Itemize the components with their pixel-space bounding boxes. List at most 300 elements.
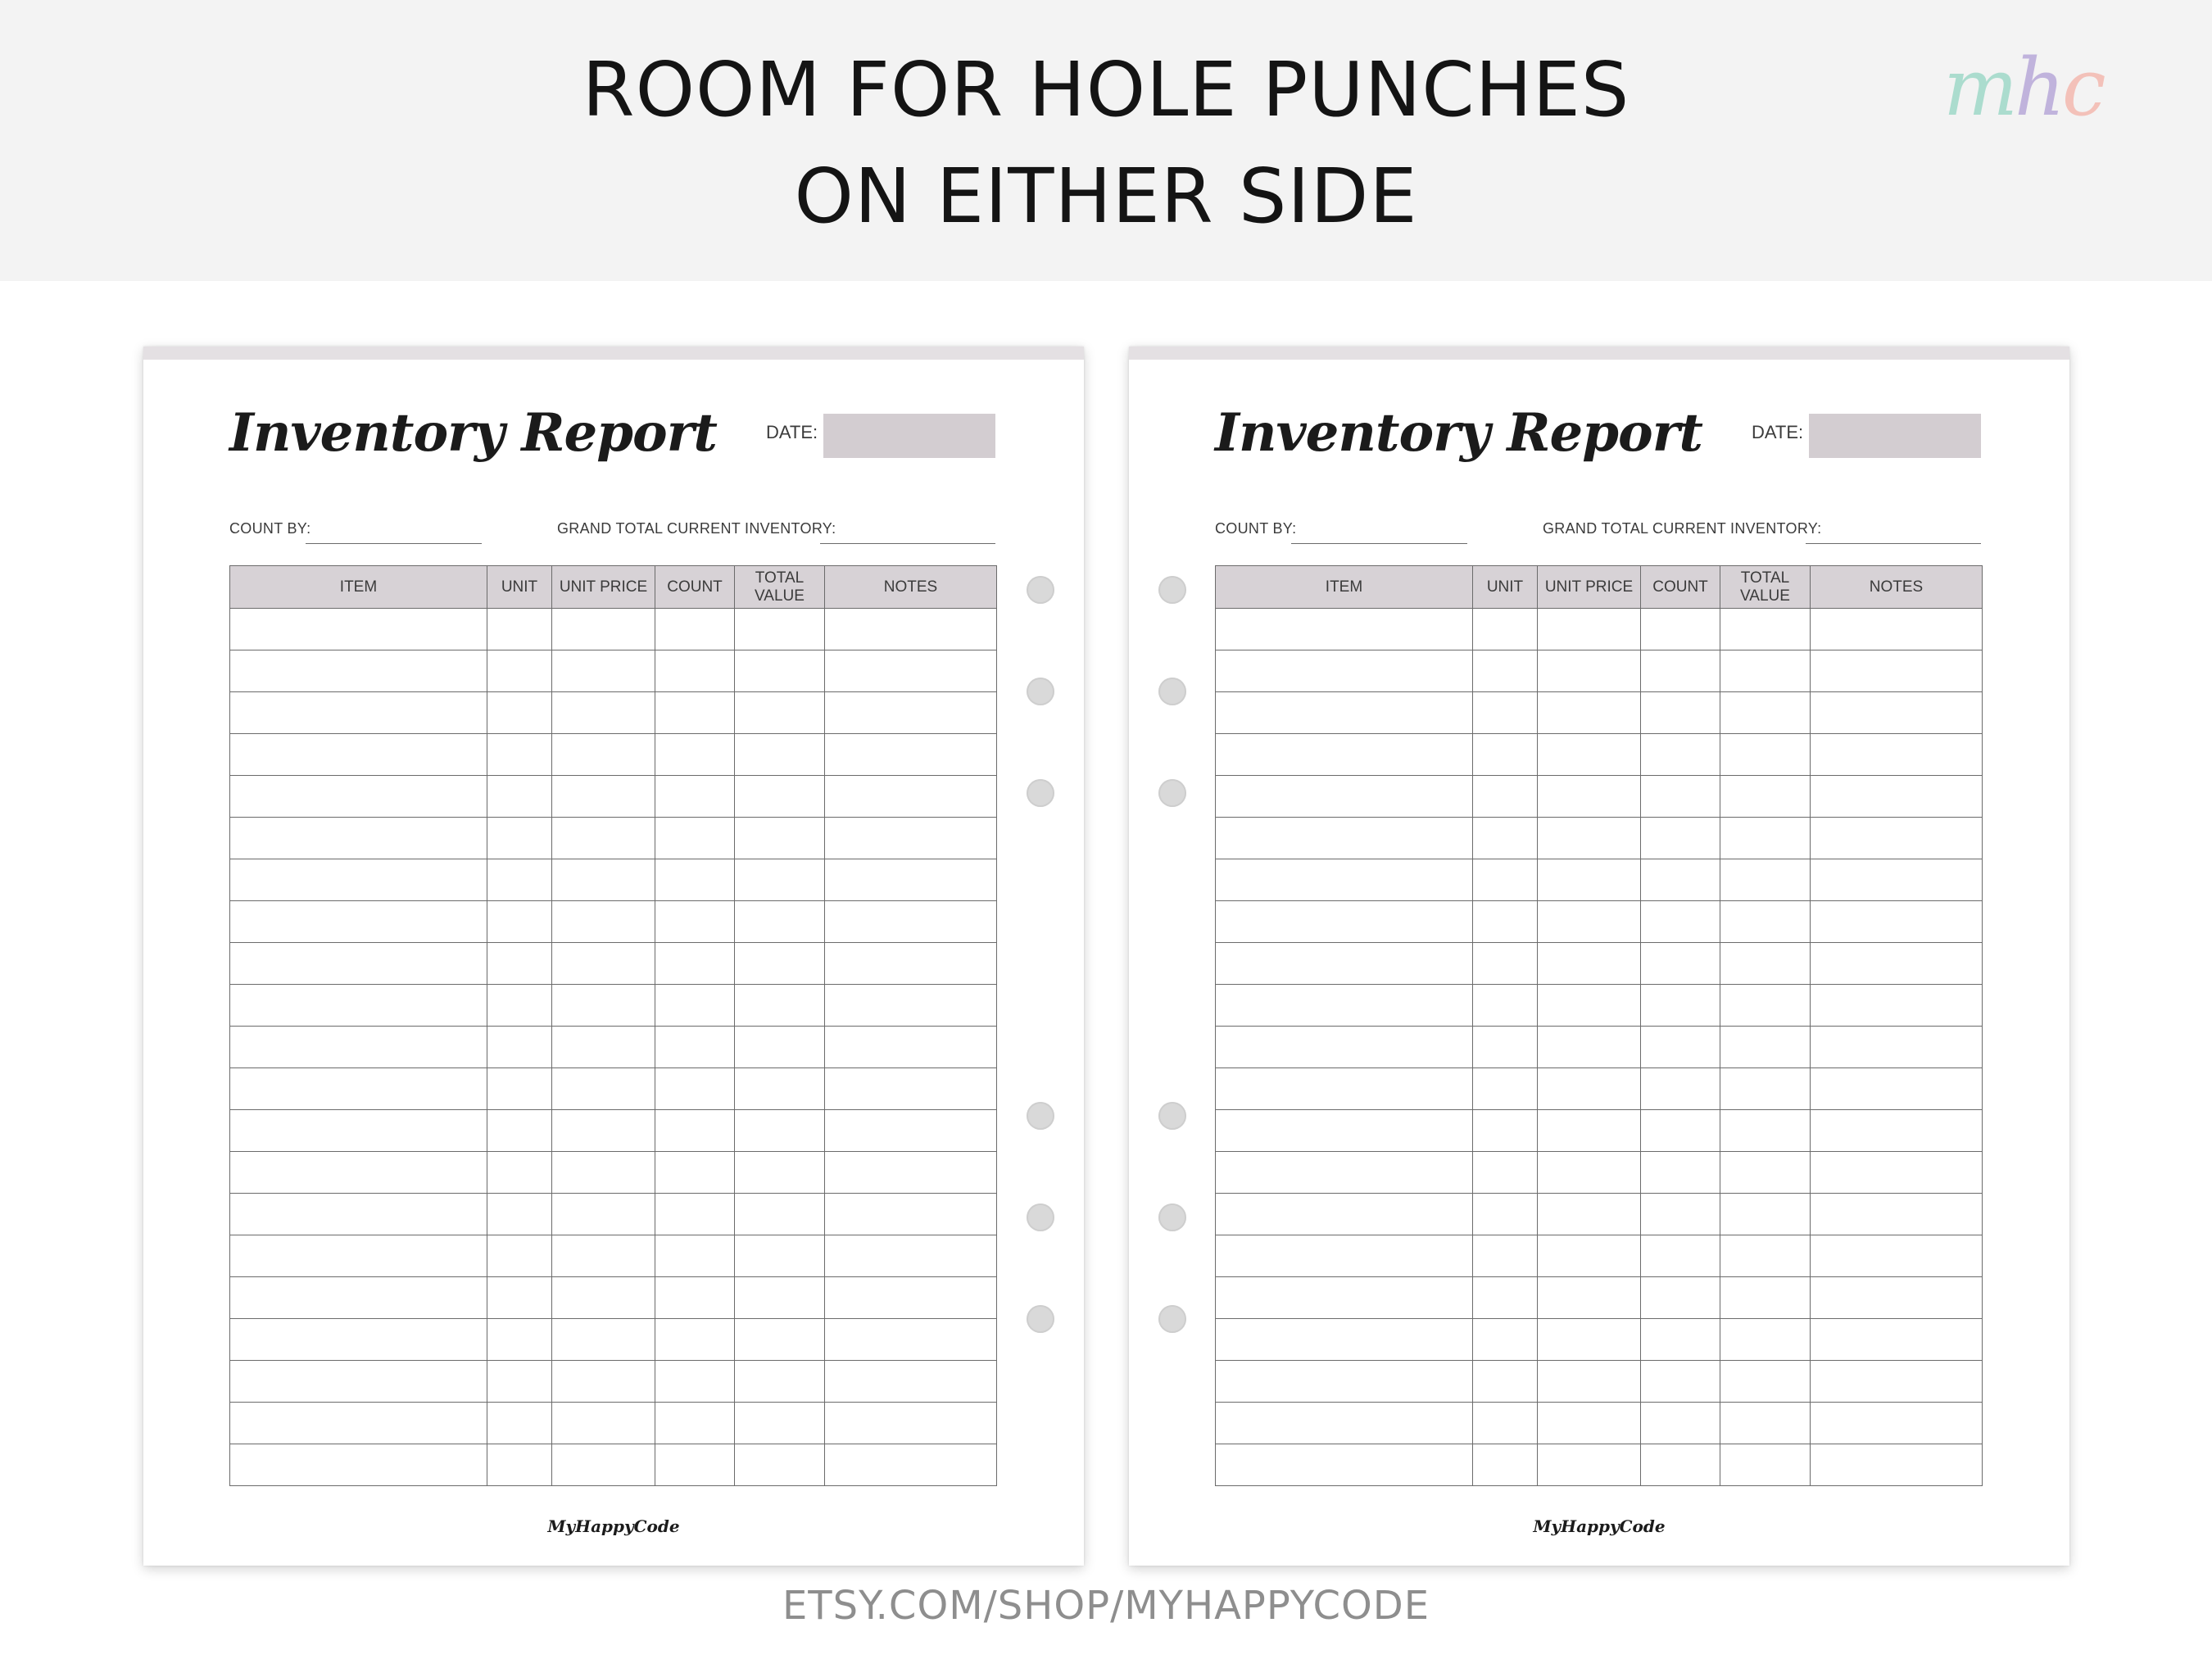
table-cell[interactable] (1473, 650, 1538, 692)
punch-hole (1158, 779, 1186, 807)
table-cell[interactable] (230, 1152, 487, 1194)
table-cell[interactable] (1720, 943, 1811, 985)
table-cell[interactable] (230, 1277, 487, 1319)
table-cell[interactable] (1720, 609, 1811, 650)
table-row (1216, 1110, 1983, 1152)
table-cell[interactable] (230, 859, 487, 901)
table-cell[interactable] (487, 1403, 552, 1444)
grand-total-field[interactable] (820, 543, 995, 544)
table-cell[interactable] (487, 901, 552, 943)
table-cell[interactable] (1216, 734, 1473, 776)
table-cell[interactable] (825, 1152, 997, 1194)
table-cell[interactable] (1641, 1235, 1720, 1277)
table-cell[interactable] (655, 1444, 735, 1486)
table-cell[interactable] (487, 1361, 552, 1403)
table-cell[interactable] (487, 859, 552, 901)
table-cell[interactable] (1216, 1444, 1473, 1486)
table-cell[interactable] (1641, 1068, 1720, 1110)
grand-total-label: GRAND TOTAL CURRENT INVENTORY: (557, 520, 836, 537)
table-cell[interactable] (1216, 609, 1473, 650)
table-cell[interactable] (1473, 1361, 1538, 1403)
punch-hole (1027, 779, 1054, 807)
table-cell[interactable] (1811, 776, 1983, 818)
table-cell[interactable] (1538, 818, 1641, 859)
table-cell[interactable] (1473, 1068, 1538, 1110)
table-row (230, 1152, 997, 1194)
table-cell[interactable] (735, 1361, 825, 1403)
table-cell[interactable] (1720, 1194, 1811, 1235)
table-cell[interactable] (735, 1444, 825, 1486)
table-cell[interactable] (230, 1194, 487, 1235)
table-cell[interactable] (552, 1027, 655, 1068)
table-cell[interactable] (1216, 1319, 1473, 1361)
table-cell[interactable] (735, 1110, 825, 1152)
table-cell[interactable] (487, 943, 552, 985)
shop-url: ETSY.COM/SHOP/MYHAPPYCODE (782, 1583, 1430, 1629)
table-cell[interactable] (655, 901, 735, 943)
table-cell[interactable] (1216, 1277, 1473, 1319)
table-cell[interactable] (1811, 1027, 1983, 1068)
table-cell[interactable] (1473, 692, 1538, 734)
table-cell[interactable] (1538, 859, 1641, 901)
date-field[interactable] (823, 414, 995, 458)
table-cell[interactable] (825, 1027, 997, 1068)
sheet-brand: MyHappyCode (1533, 1516, 1666, 1536)
table-cell[interactable] (1811, 818, 1983, 859)
table-cell[interactable] (1538, 1235, 1641, 1277)
table-cell[interactable] (825, 1444, 997, 1486)
table-cell[interactable] (655, 859, 735, 901)
table-cell[interactable] (1538, 609, 1641, 650)
table-cell[interactable] (735, 985, 825, 1027)
table-cell[interactable] (552, 985, 655, 1027)
table-cell[interactable] (1216, 901, 1473, 943)
table-cell[interactable] (1720, 1027, 1811, 1068)
table-cell[interactable] (825, 1110, 997, 1152)
inventory-table (229, 565, 997, 1486)
table-cell[interactable] (1473, 1152, 1538, 1194)
table-body (1216, 609, 1983, 1486)
table-cell[interactable] (230, 776, 487, 818)
table-cell[interactable] (230, 818, 487, 859)
table-cell[interactable] (735, 1068, 825, 1110)
table-cell[interactable] (552, 734, 655, 776)
table-cell[interactable] (1641, 1361, 1720, 1403)
table-cell[interactable] (1641, 859, 1720, 901)
table-cell[interactable] (487, 1444, 552, 1486)
table-cell[interactable] (487, 650, 552, 692)
table-cell[interactable] (655, 609, 735, 650)
table-cell[interactable] (735, 1277, 825, 1319)
table-cell[interactable] (655, 1194, 735, 1235)
date-field[interactable] (1809, 414, 1981, 458)
table-cell[interactable] (1216, 650, 1473, 692)
table-cell[interactable] (825, 1361, 997, 1403)
count-by-field[interactable] (1291, 543, 1467, 544)
table-cell[interactable] (1811, 1110, 1983, 1152)
table-cell[interactable] (230, 734, 487, 776)
table-cell[interactable] (1473, 1027, 1538, 1068)
table-cell[interactable] (825, 1194, 997, 1235)
table-cell[interactable] (1538, 692, 1641, 734)
table-cell[interactable] (1216, 818, 1473, 859)
table-cell[interactable] (825, 1277, 997, 1319)
table-cell[interactable] (487, 776, 552, 818)
table-cell[interactable] (487, 985, 552, 1027)
table-cell[interactable] (735, 650, 825, 692)
table-row (230, 609, 997, 650)
table-cell[interactable] (1538, 1027, 1641, 1068)
table-cell[interactable] (1473, 1319, 1538, 1361)
table-cell[interactable] (1216, 1027, 1473, 1068)
table-cell[interactable] (655, 1235, 735, 1277)
table-cell[interactable] (1216, 1152, 1473, 1194)
table-cell[interactable] (230, 1361, 487, 1403)
table-cell[interactable] (1641, 943, 1720, 985)
table-cell[interactable] (735, 609, 825, 650)
table-cell[interactable] (1720, 650, 1811, 692)
column-header-total-value-label: TOTAL VALUE (1740, 569, 1790, 605)
table-cell[interactable] (655, 650, 735, 692)
table-cell[interactable] (230, 1068, 487, 1110)
table-cell[interactable] (230, 1319, 487, 1361)
table-cell[interactable] (552, 1403, 655, 1444)
table-cell[interactable] (655, 1277, 735, 1319)
table-cell[interactable] (552, 859, 655, 901)
table-cell[interactable] (1216, 1361, 1473, 1403)
table-cell[interactable] (735, 901, 825, 943)
table-cell[interactable] (1811, 650, 1983, 692)
table-cell[interactable] (735, 943, 825, 985)
table-row (1216, 859, 1983, 901)
column-header-unit-price: UNIT PRICE (552, 566, 655, 609)
punch-hole (1158, 678, 1186, 705)
table-row (230, 818, 997, 859)
table-cell[interactable] (1473, 1110, 1538, 1152)
table-cell[interactable] (825, 901, 997, 943)
table-cell[interactable] (1538, 1194, 1641, 1235)
table-cell[interactable] (487, 1152, 552, 1194)
table-cell[interactable] (1538, 985, 1641, 1027)
table-cell[interactable] (825, 1068, 997, 1110)
table-cell[interactable] (655, 1027, 735, 1068)
table-cell[interactable] (1811, 1277, 1983, 1319)
table-cell[interactable] (1720, 734, 1811, 776)
table-cell[interactable] (825, 692, 997, 734)
table-cell[interactable] (230, 1235, 487, 1277)
table-row (1216, 1444, 1983, 1486)
table-cell[interactable] (655, 1319, 735, 1361)
table-cell[interactable] (552, 1319, 655, 1361)
brand-logo: mhc (1943, 42, 2103, 134)
table-cell[interactable] (1473, 859, 1538, 901)
table-row (230, 1194, 997, 1235)
table-cell[interactable] (655, 734, 735, 776)
table-cell[interactable] (1473, 985, 1538, 1027)
table-cell[interactable] (655, 818, 735, 859)
table-cell[interactable] (655, 985, 735, 1027)
table-cell[interactable] (735, 1319, 825, 1361)
table-cell[interactable] (1538, 1152, 1641, 1194)
table-cell[interactable] (552, 692, 655, 734)
table-cell[interactable] (1538, 1319, 1641, 1361)
table-cell[interactable] (487, 1319, 552, 1361)
table-cell[interactable] (1720, 1319, 1811, 1361)
table-cell[interactable] (735, 1152, 825, 1194)
table-row (230, 1027, 997, 1068)
table-row (1216, 776, 1983, 818)
table-cell[interactable] (1473, 609, 1538, 650)
table-cell[interactable] (230, 1110, 487, 1152)
table-cell[interactable] (1641, 734, 1720, 776)
table-cell[interactable] (230, 692, 487, 734)
table-cell[interactable] (487, 1277, 552, 1319)
table-cell[interactable] (1720, 859, 1811, 901)
table-cell[interactable] (825, 650, 997, 692)
punch-hole (1027, 1102, 1054, 1130)
table-cell[interactable] (735, 692, 825, 734)
table-cell[interactable] (1641, 1444, 1720, 1486)
planner-sheet-left (143, 347, 1084, 1566)
table-cell[interactable] (1473, 1277, 1538, 1319)
table-cell[interactable] (1538, 734, 1641, 776)
table-cell[interactable] (735, 776, 825, 818)
table-cell[interactable] (655, 1110, 735, 1152)
table-cell[interactable] (825, 818, 997, 859)
table-cell[interactable] (1720, 1444, 1811, 1486)
table-cell[interactable] (1811, 901, 1983, 943)
table-cell[interactable] (1811, 734, 1983, 776)
table-cell[interactable] (1720, 1235, 1811, 1277)
table-cell[interactable] (487, 1194, 552, 1235)
table-cell[interactable] (552, 1152, 655, 1194)
table-row (1216, 650, 1983, 692)
table-cell[interactable] (655, 943, 735, 985)
table-cell[interactable] (552, 1235, 655, 1277)
table-cell[interactable] (1811, 1152, 1983, 1194)
table-cell[interactable] (655, 1068, 735, 1110)
table-cell[interactable] (487, 1235, 552, 1277)
table-cell[interactable] (1720, 1110, 1811, 1152)
table-cell[interactable] (1641, 901, 1720, 943)
table-cell[interactable] (552, 1068, 655, 1110)
table-cell[interactable] (1720, 901, 1811, 943)
table-cell[interactable] (1641, 1027, 1720, 1068)
table-cell[interactable] (1538, 1068, 1641, 1110)
table-cell[interactable] (1641, 1403, 1720, 1444)
table-cell[interactable] (230, 985, 487, 1027)
table-cell[interactable] (1473, 1235, 1538, 1277)
table-cell[interactable] (1641, 692, 1720, 734)
table-cell[interactable] (487, 609, 552, 650)
table-cell[interactable] (1216, 1068, 1473, 1110)
table-cell[interactable] (552, 943, 655, 985)
table-cell[interactable] (1641, 650, 1720, 692)
table-cell[interactable] (1216, 985, 1473, 1027)
punch-hole (1158, 576, 1186, 604)
table-cell[interactable] (487, 818, 552, 859)
table-cell[interactable] (655, 1361, 735, 1403)
table-cell[interactable] (1641, 1152, 1720, 1194)
table-cell[interactable] (1811, 1068, 1983, 1110)
table-cell[interactable] (735, 1027, 825, 1068)
table-row (230, 776, 997, 818)
table-cell[interactable] (1538, 1444, 1641, 1486)
table-cell[interactable] (1641, 1110, 1720, 1152)
table-cell[interactable] (1811, 609, 1983, 650)
table-cell[interactable] (1538, 776, 1641, 818)
table-cell[interactable] (1811, 1194, 1983, 1235)
table-cell[interactable] (552, 1361, 655, 1403)
table-cell[interactable] (487, 1027, 552, 1068)
table-cell[interactable] (655, 692, 735, 734)
table-cell[interactable] (552, 1277, 655, 1319)
table-cell[interactable] (1811, 692, 1983, 734)
table-cell[interactable] (1811, 859, 1983, 901)
table-cell[interactable] (1216, 1235, 1473, 1277)
table-row (230, 1110, 997, 1152)
table-cell[interactable] (230, 609, 487, 650)
table-cell[interactable] (1473, 1403, 1538, 1444)
table-cell[interactable] (1473, 1444, 1538, 1486)
date-label: DATE: (766, 422, 818, 442)
table-cell[interactable] (1720, 1152, 1811, 1194)
table-row (230, 1319, 997, 1361)
count-by-field[interactable] (306, 543, 482, 544)
sheet-title: Inventory Report (1215, 402, 1702, 464)
table-cell[interactable] (1216, 1194, 1473, 1235)
table-cell[interactable] (1641, 818, 1720, 859)
table-cell[interactable] (1720, 818, 1811, 859)
table-cell[interactable] (1538, 1361, 1641, 1403)
table-cell[interactable] (1538, 1403, 1641, 1444)
count-by-label: COUNT BY: (229, 520, 311, 537)
column-header-notes: NOTES (1811, 566, 1983, 609)
table-cell[interactable] (825, 776, 997, 818)
table-cell[interactable] (1811, 1361, 1983, 1403)
table-cell[interactable] (655, 776, 735, 818)
table-cell[interactable] (825, 1319, 997, 1361)
table-cell[interactable] (1473, 901, 1538, 943)
table-cell[interactable] (552, 901, 655, 943)
table-cell[interactable] (1720, 1277, 1811, 1319)
table-cell[interactable] (1641, 1319, 1720, 1361)
table-cell[interactable] (1473, 776, 1538, 818)
table-cell[interactable] (1216, 1403, 1473, 1444)
table-cell[interactable] (1811, 1403, 1983, 1444)
table-cell[interactable] (552, 650, 655, 692)
table-cell[interactable] (735, 1194, 825, 1235)
planner-sheet-right (1129, 347, 2069, 1566)
table-header-row (1216, 566, 1983, 609)
table-cell[interactable] (1720, 776, 1811, 818)
table-cell[interactable] (1641, 1277, 1720, 1319)
table-cell[interactable] (735, 818, 825, 859)
table-cell[interactable] (1473, 734, 1538, 776)
table-cell[interactable] (735, 1403, 825, 1444)
column-header-item: ITEM (1216, 566, 1473, 609)
table-cell[interactable] (487, 1110, 552, 1152)
table-cell[interactable] (1538, 943, 1641, 985)
table-cell[interactable] (230, 1027, 487, 1068)
table-row (1216, 692, 1983, 734)
table-cell[interactable] (1538, 650, 1641, 692)
table-cell[interactable] (735, 734, 825, 776)
table-cell[interactable] (552, 1110, 655, 1152)
table-row (1216, 1194, 1983, 1235)
table-cell[interactable] (1216, 692, 1473, 734)
table-cell[interactable] (487, 734, 552, 776)
table-cell[interactable] (1216, 943, 1473, 985)
table-row (230, 650, 997, 692)
count-by-label: COUNT BY: (1215, 520, 1297, 537)
table-cell[interactable] (1216, 859, 1473, 901)
table-cell[interactable] (1720, 1403, 1811, 1444)
table-cell[interactable] (735, 1235, 825, 1277)
table-cell[interactable] (1473, 1194, 1538, 1235)
table-cell[interactable] (825, 609, 997, 650)
table-cell[interactable] (1641, 609, 1720, 650)
table-cell[interactable] (825, 1235, 997, 1277)
table-cell[interactable] (230, 943, 487, 985)
table-cell[interactable] (1641, 985, 1720, 1027)
table-cell[interactable] (1720, 692, 1811, 734)
table-cell[interactable] (1720, 1361, 1811, 1403)
table-cell[interactable] (655, 1152, 735, 1194)
table-cell[interactable] (552, 609, 655, 650)
table-cell[interactable] (1641, 1194, 1720, 1235)
table-cell[interactable] (552, 1194, 655, 1235)
table-cell[interactable] (1538, 901, 1641, 943)
table-cell[interactable] (552, 1444, 655, 1486)
table-cell[interactable] (825, 859, 997, 901)
table-cell[interactable] (825, 1403, 997, 1444)
grand-total-field[interactable] (1806, 543, 1981, 544)
table-cell[interactable] (552, 818, 655, 859)
table-row (1216, 901, 1983, 943)
table-cell[interactable] (487, 1068, 552, 1110)
table-cell[interactable] (1720, 985, 1811, 1027)
table-cell[interactable] (1473, 818, 1538, 859)
table-cell[interactable] (825, 734, 997, 776)
table-cell[interactable] (1538, 1277, 1641, 1319)
table-cell[interactable] (1720, 1068, 1811, 1110)
table-cell[interactable] (230, 1444, 487, 1486)
table-cell[interactable] (825, 985, 997, 1027)
table-cell[interactable] (230, 1403, 487, 1444)
table-cell[interactable] (1641, 776, 1720, 818)
table-cell[interactable] (1811, 1235, 1983, 1277)
table-cell[interactable] (487, 692, 552, 734)
table-cell[interactable] (230, 901, 487, 943)
table-cell[interactable] (1538, 1110, 1641, 1152)
table-cell[interactable] (1811, 1319, 1983, 1361)
table-cell[interactable] (1473, 943, 1538, 985)
table-cell[interactable] (1216, 1110, 1473, 1152)
table-cell[interactable] (1811, 943, 1983, 985)
table-cell[interactable] (1216, 776, 1473, 818)
table-cell[interactable] (1811, 985, 1983, 1027)
table-cell[interactable] (230, 650, 487, 692)
table-cell[interactable] (655, 1403, 735, 1444)
column-header-count: COUNT (1641, 566, 1720, 609)
table-cell[interactable] (1811, 1444, 1983, 1486)
table-row (230, 985, 997, 1027)
table-cell[interactable] (825, 943, 997, 985)
headline-line-1: ROOM FOR HOLE PUNCHES (582, 46, 1630, 134)
table-cell[interactable] (735, 859, 825, 901)
table-cell[interactable] (552, 776, 655, 818)
